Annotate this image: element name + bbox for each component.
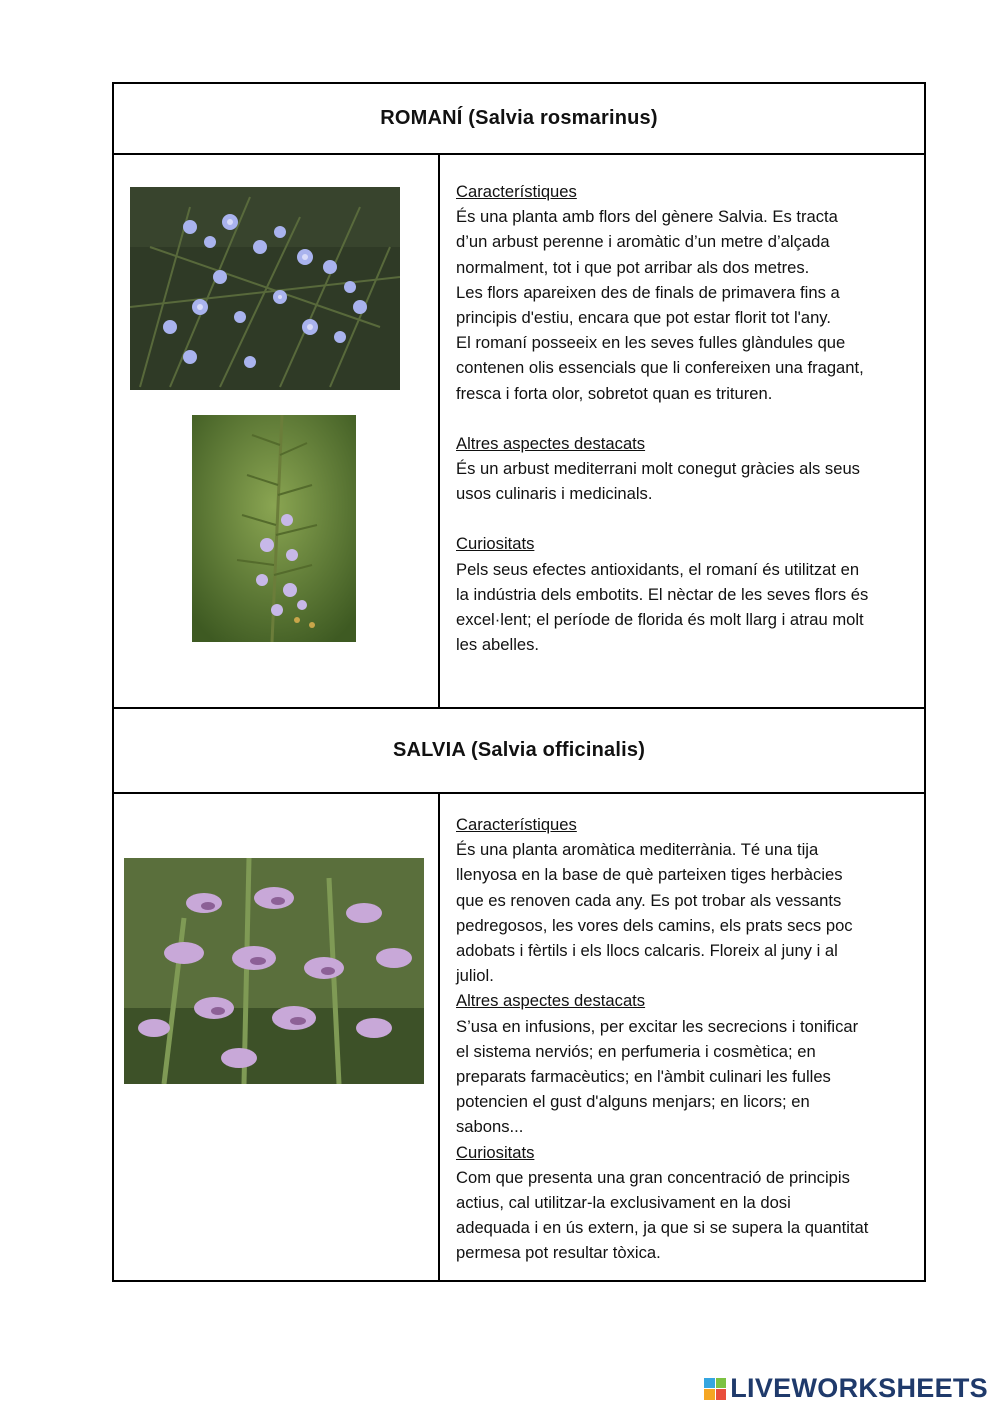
section-body-salvia xyxy=(114,794,924,1280)
curiosities-heading: Curiositats xyxy=(456,1142,535,1162)
text-line: d’un arbust perenne i aromàtic d’un metre d’alçada xyxy=(456,232,830,252)
text-line: principis d'estiu, encara que pot estar florit tot l'any. xyxy=(456,308,831,328)
text-line: contenen olis essencials que li confereixen una fragant, xyxy=(456,358,864,378)
curiosities-heading: Curiositats xyxy=(456,534,535,554)
text-line: El romaní posseeix en les seves fulles glàndules que xyxy=(456,333,846,353)
text-line: llenyosa en la base de què parteixen tiges herbàcies xyxy=(456,865,843,885)
section-text-romani xyxy=(440,155,924,707)
section-body-romani xyxy=(114,155,924,709)
text-line: les abelles. xyxy=(456,635,540,655)
other-aspects-heading: Altres aspectes destacats xyxy=(456,991,646,1011)
logo-grid-icon xyxy=(704,1378,726,1400)
characteristics-heading: Característiques xyxy=(456,182,577,201)
section-title-romani: ROMANÍ (Salvia rosmarinus) xyxy=(114,84,924,155)
image-column xyxy=(114,155,440,707)
section-title-salvia: SALVIA (Salvia officinalis) xyxy=(114,709,924,794)
text-line: usos culinaris i medicinals. xyxy=(456,484,653,504)
text-line: Com que presenta una gran concentració de principis xyxy=(456,1167,850,1187)
other-aspects-heading: Altres aspectes destacats xyxy=(456,433,646,453)
text-line: permesa pot resultar tòxica. xyxy=(456,1243,661,1263)
text-line: juliol. xyxy=(456,966,494,986)
text-line: És un arbust mediterrani molt conegut gràcies als seus xyxy=(456,459,860,479)
liveworksheets-logo[interactable] xyxy=(704,1373,988,1404)
text-line: adobats i fèrtils i els llocs calcaris. Floreix al juny i al xyxy=(456,941,838,961)
rosemary-branch-photo xyxy=(192,415,356,642)
text-line: el sistema nerviós; en perfumeria i cosmètica; en xyxy=(456,1041,816,1061)
rosemary-bush-photo xyxy=(130,187,400,390)
text-line: la indústria dels embotits. El nèctar de les seves flors és xyxy=(456,584,869,604)
image-column xyxy=(114,794,440,1280)
text-line: S’usa en infusions, per excitar les secrecions i tonificar xyxy=(456,1016,859,1036)
text-line: excel·lent; el període de florida és molt llarg i atrau molt xyxy=(456,610,864,630)
worksheet-table xyxy=(112,82,926,1282)
text-line: És una planta aromàtica mediterrània. Té una tija xyxy=(456,840,819,860)
text-line: fresca i forta olor, sobretot quan es trituren. xyxy=(456,383,773,403)
section-text-salvia xyxy=(440,794,924,1280)
characteristics-heading: Característiques xyxy=(456,815,577,834)
sage-flowers-photo xyxy=(124,858,424,1084)
text-line: És una planta amb flors del gènere Salvia. Es tracta xyxy=(456,207,838,227)
brand-name: LIVEWORKSHEETS xyxy=(730,1373,988,1403)
text-line: Pels seus efectes antioxidants, el romaní és utilitzat en xyxy=(456,559,860,579)
text-line: sabons... xyxy=(456,1117,524,1137)
text-line: que es renoven cada any. Es pot trobar als vessants xyxy=(456,890,842,910)
text-line: preparats farmacèutics; en l'àmbit culinari les fulles xyxy=(456,1067,831,1087)
text-line: adequada i en ús extern, ja que si se supera la quantitat xyxy=(456,1218,869,1238)
text-line: Les flors apareixen des de finals de primavera fins a xyxy=(456,282,840,302)
text-line: actius, cal utilitzar-la exclusivament en la dosi xyxy=(456,1193,791,1213)
text-line: pedregosos, les vores dels camins, els prats secs poc xyxy=(456,915,853,935)
text-line: normalment, tot i que pot arribar als dos metres. xyxy=(456,257,810,277)
text-line: potencien el gust d'alguns menjars; en licors; en xyxy=(456,1092,810,1112)
